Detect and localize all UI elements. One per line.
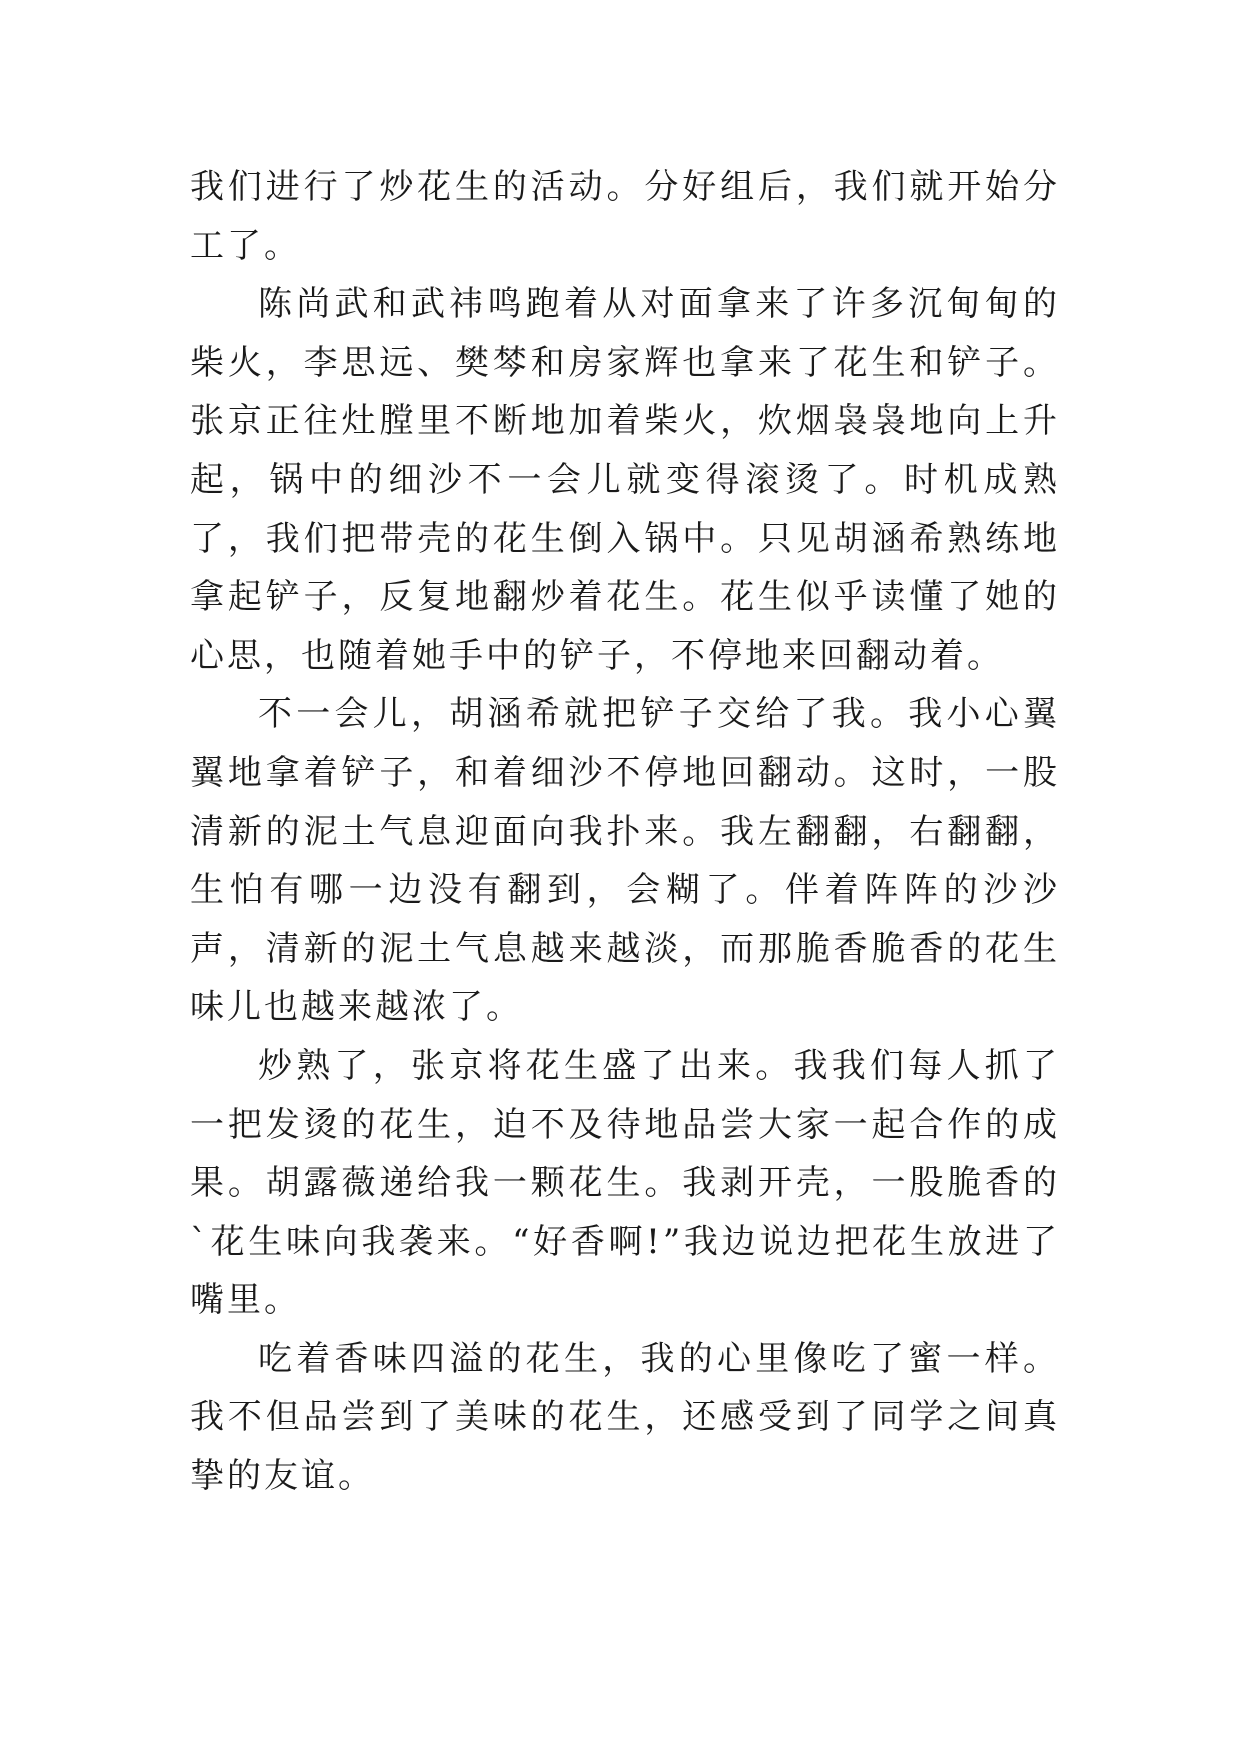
paragraph-4: 炒熟了，张京将花生盛了出来。我我们每人抓了一把发烫的花生，迫不及待地品尝大家一起合作的成果。胡露薇递给我一颗花生。我剥开壳，一股脆香的`花生味向我袭来。“好香啊!”我边说边把花生放进了嘴里。 xyxy=(190,1045,1060,1321)
paragraph-2: 陈尚武和武祎鸣跑着从对面拿来了许多沉甸甸的柴火，李思远、樊棽和房家辉也拿来了花生和铲子。张京正往灶膛里不断地加着柴火，炊烟袅袅地向上升起，锅中的细沙不一会儿就变得滚烫了。时机成熟了，我们把带壳的花生倒入锅中。只见胡涵希熟练地拿起铲子，反复地翻炒着花生。花生似乎读懂了她的心思，也随着她手中的铲子，不停地来回翻动着。 xyxy=(190,284,1060,676)
paragraph-5: 吃着香味四溢的花生，我的心里像吃了蜜一样。我不但品尝到了美味的花生，还感受到了同学之间真挚的友谊。 xyxy=(190,1338,1060,1497)
paragraph-3: 不一会儿，胡涵希就把铲子交给了我。我小心翼翼地拿着铲子，和着细沙不停地回翻动。这时，一股清新的泥土气息迎面向我扑来。我左翻翻，右翻翻，生怕有哪一边没有翻到，会糊了。伴着阵阵的沙沙声，清新的泥土气息越来越淡，而那脆香脆香的花生味儿也越来越浓了。 xyxy=(190,694,1060,1028)
essay-body xyxy=(190,158,1060,1506)
paragraph-1: 我们进行了炒花生的活动。分好组后，我们就开始分工了。 xyxy=(190,167,1060,266)
